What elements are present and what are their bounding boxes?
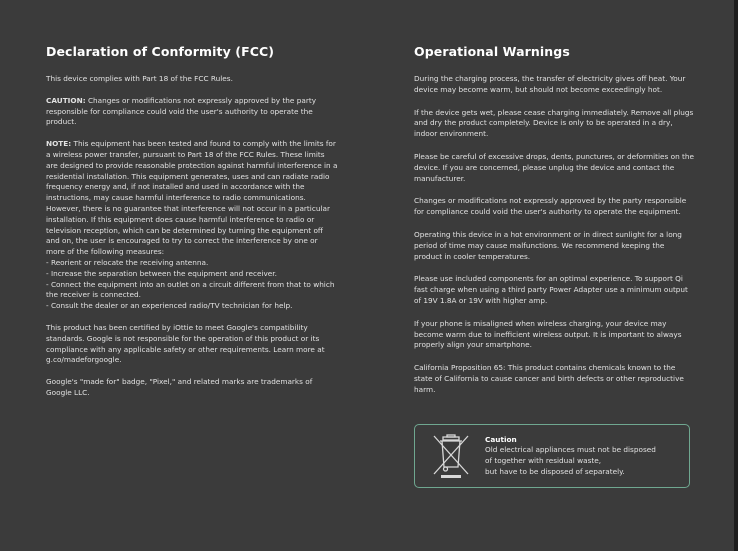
- fcc-note-paragraph: [46, 139, 338, 312]
- fcc-part18-text: This device complies with Part 18 of the FCC Rules.: [46, 74, 233, 83]
- caution-line: of together with residual waste,: [485, 455, 602, 465]
- warning-paragraph: Operating this device in a hot environment or in direct sunlight for a long period of time may cause malfunctions. We recommend keeping the product in cooler temperatures.: [414, 229, 682, 261]
- fcc-title: Declaration of Conformity (FCC): [46, 44, 275, 59]
- disposal-caution-box: [414, 424, 690, 488]
- warnings-title: Operational Warnings: [414, 44, 570, 59]
- caution-text-block: [485, 434, 681, 477]
- trademark-paragraph: Google's "made for" badge, "Pixel," and related marks are trademarks of Google LLC.: [46, 377, 313, 397]
- warning-paragraph: During the charging process, the transfer of electricity gives off heat. Your device may become warm, but should not become exceedingly hot.: [414, 74, 686, 94]
- caution-line: Old electrical appliances must not be disposed: [485, 445, 656, 454]
- warning-paragraph: If the device gets wet, please cease charging immediately. Remove all plugs and dry the product completely. Device is only to be operated in a dry, indoor environment.: [414, 107, 694, 139]
- fcc-declaration-column: [46, 44, 338, 410]
- fcc-caution-paragraph: [46, 96, 338, 128]
- measure-item: - Increase the separation between the equipment and receiver.: [46, 268, 277, 278]
- note-label: NOTE:: [46, 139, 72, 149]
- note-text: This equipment has been tested and found to comply with the limits for a wireless power transfer, pursuant to Part 18 of the FCC Rules. These limits are designed to provide reasonable protection against harmful interference in a residential installation. This equipment generates, uses and can radiate radio frequency energy and, if not installed and used in accordance with the instructions, may cause harmful interference to radio communications. However, there is no guarantee that interference will not occur in a particular installation. If this equipment does cause harmful interference to radio or television reception, which can be determined by turning the equipment off and on, the user is encouraged to try to correct the interference by one or more of the following measures:: [46, 139, 338, 257]
- caution-line: but have to be disposed of separately.: [485, 466, 625, 476]
- warning-paragraph: Changes or modifications not expressly approved by the party responsible for compliance could void the user's authority to operate the equipment.: [414, 196, 687, 217]
- operational-warnings-column: [414, 44, 694, 408]
- caution-title: Caution: [485, 435, 517, 444]
- page-edge: [734, 0, 738, 551]
- measure-item: - Connect the equipment into an outlet on a circuit different from that to which the receiver is connected.: [46, 279, 335, 300]
- caution-text: Changes or modifications not expressly approved by the party responsible for compliance could void the user's authority to operate the product.: [46, 95, 317, 127]
- warning-paragraph: California Proposition 65: This product contains chemicals known to the state of California to cause cancer and birth defects or other reproductive harm.: [414, 363, 684, 394]
- warning-paragraph: Please use included components for an optimal experience. To support Qi fast charge when using a third party Power Adapter use a minimum output of 19V 1.8A or 19V with higher amp.: [414, 274, 688, 305]
- crossed-out-wheelie-bin-icon: [431, 433, 471, 479]
- warning-paragraph: Please be careful of excessive drops, dents, punctures, or deformities on the device. If you are concerned, please unplug the device and contact the manufacturer.: [414, 151, 694, 183]
- measure-item: - Reorient or relocate the receiving antenna.: [46, 257, 209, 267]
- certification-paragraph: This product has been certified by iOttie to meet Google's compatibility standards. Google is not responsible for the operation of this product or its compliance with any applicable safety or other requirements. Learn more at g.co/madeforgoogle.: [46, 322, 325, 365]
- measure-item: - Consult the dealer or an experienced radio/TV technician for help.: [46, 301, 293, 311]
- warning-paragraph: If your phone is misaligned when wireless charging, your device may become warm due to inefficient wireless output. It is important to always properly align your smartphone.: [414, 318, 682, 350]
- caution-label: CAUTION:: [46, 95, 86, 105]
